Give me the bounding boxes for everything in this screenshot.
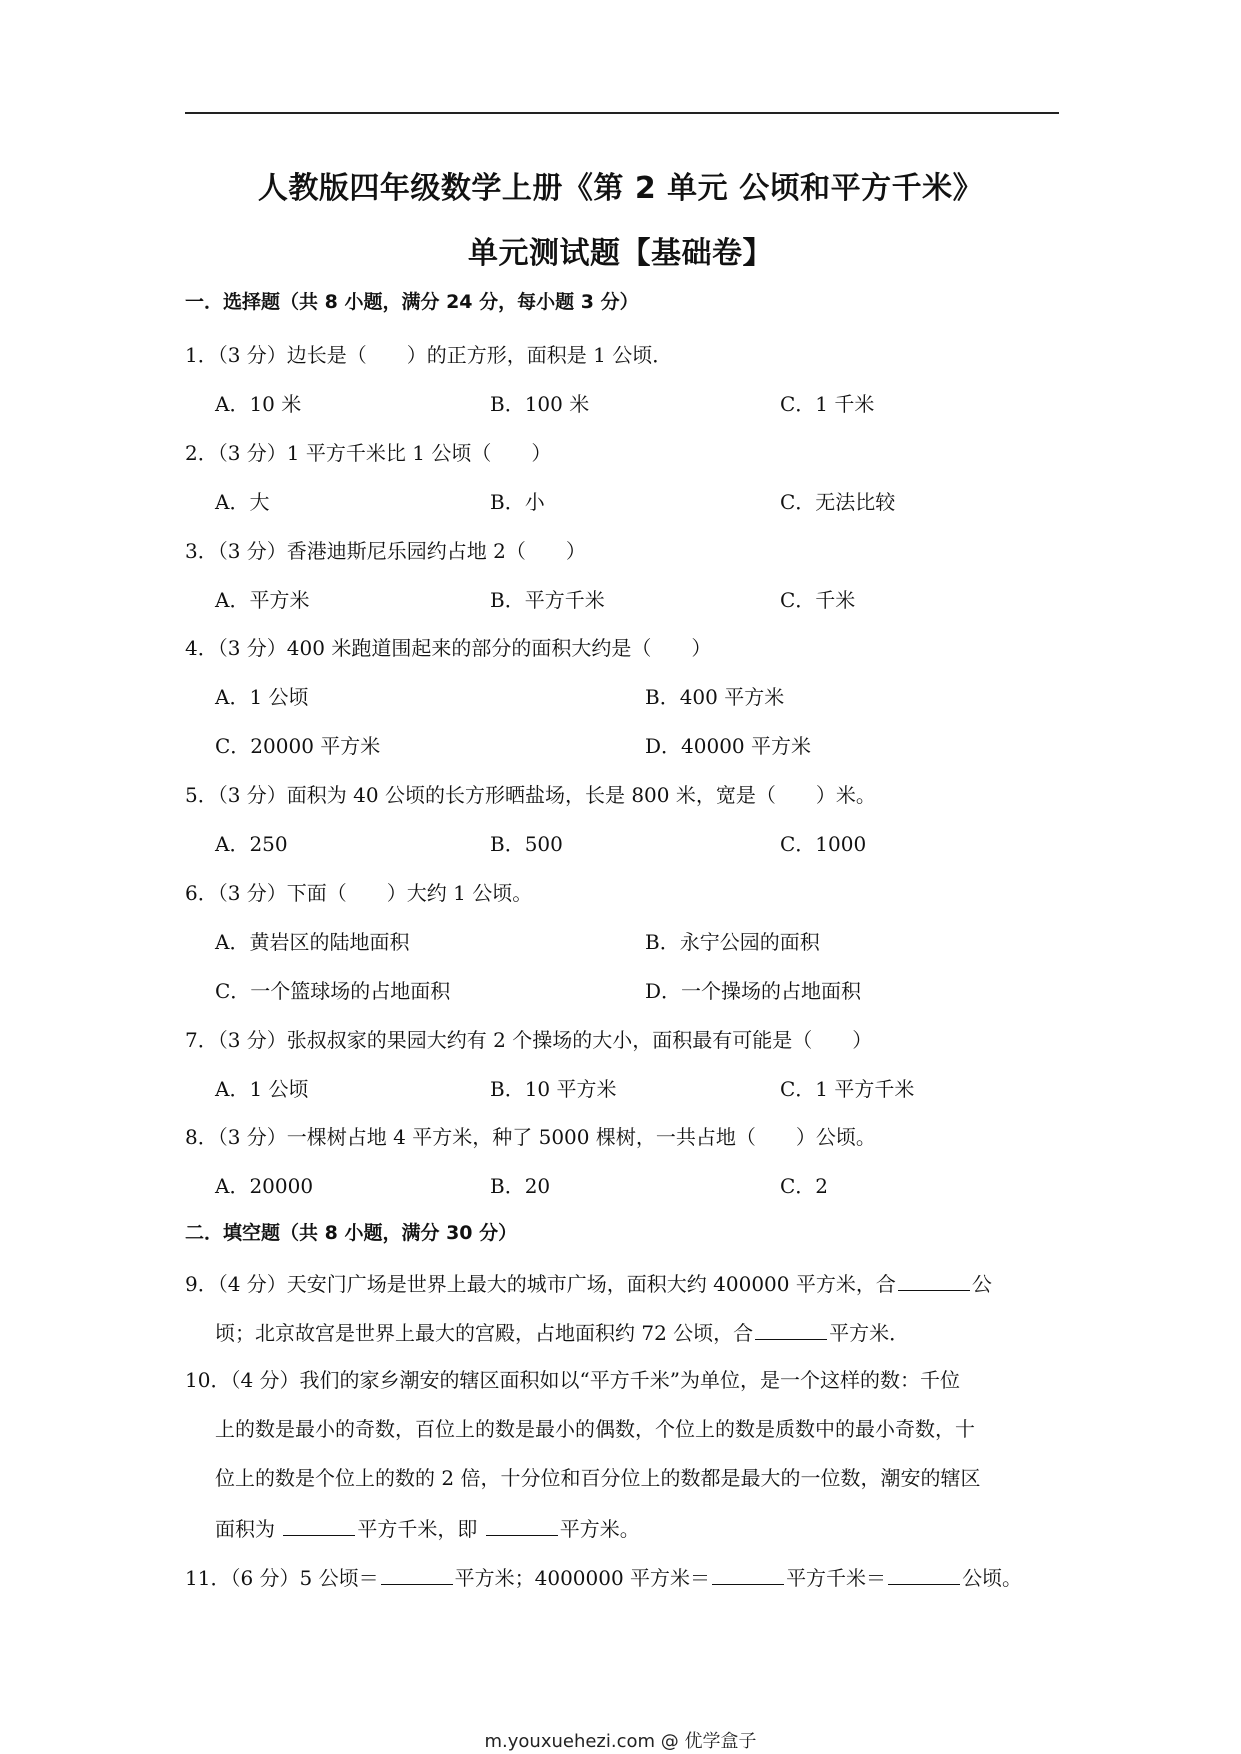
question-9-line2 [215, 1321, 909, 1343]
q3-option-a: A．平方米 [215, 588, 310, 612]
q9-text-b: 公 [971, 1272, 992, 1296]
q10-text-a: 面积为 [215, 1517, 282, 1541]
q8-option-c: C．2 [780, 1174, 829, 1198]
q10-blank-2[interactable] [486, 1517, 558, 1536]
q3-option-b: B．平方千米 [490, 588, 605, 612]
question-3: 3．（3 分）香港迪斯尼乐园约占地 2（ ） [185, 539, 586, 563]
q2-option-c: C．无法比较 [780, 490, 896, 514]
q10-text-b: 平方千米，即 [357, 1517, 484, 1541]
section2-heading: 二．填空题（共 8 小题，满分 30 分） [185, 1222, 518, 1244]
q11-blank-1[interactable] [381, 1566, 453, 1585]
q11-text-b: 平方米；4000000 平方米＝ [454, 1566, 711, 1590]
question-7: 7．（3 分）张叔叔家的果园大约有 2 个操场的大小，面积最有可能是（ ） [185, 1028, 873, 1052]
q2-option-b: B．小 [490, 490, 545, 514]
q7-option-b: B．10 平方米 [490, 1077, 617, 1101]
q7-option-c: C．1 平方千米 [780, 1077, 915, 1101]
section1-heading: 一．选择题（共 8 小题，满分 24 分，每小题 3 分） [185, 291, 639, 313]
q5-option-a: A．250 [215, 832, 288, 856]
q6-option-c: C．一个篮球场的占地面积 [215, 979, 451, 1003]
q6-option-a: A．黄岩区的陆地面积 [215, 930, 410, 954]
q11-text-c: 平方千米＝ [786, 1566, 887, 1590]
q6-option-b: B．永宁公园的面积 [645, 930, 820, 954]
question-8: 8．（3 分）一棵树占地 4 平方米，种了 5000 棵树，一共占地（ ）公顷。 [185, 1125, 876, 1149]
q5-option-b: B．500 [490, 832, 563, 856]
q3-option-c: C．千米 [780, 588, 856, 612]
q9-blank-1[interactable] [898, 1272, 970, 1291]
q7-option-a: A．1 公顷 [215, 1077, 309, 1101]
doc-title: 人教版四年级数学上册《第 2 单元 公顷和平方千米》 [257, 171, 984, 206]
q5-option-c: C．1000 [780, 832, 867, 856]
question-11 [185, 1566, 1022, 1588]
q9-text-a: 9．（4 分）天安门广场是世界上最大的城市广场，面积大约 400000 平方米，合 [185, 1272, 896, 1296]
q9-blank-2[interactable] [755, 1321, 827, 1340]
q9-text-d: 平方米． [829, 1321, 910, 1345]
q10-text-c: 平方米。 [559, 1517, 640, 1541]
doc-subtitle: 单元测试题【基础卷】 [468, 236, 773, 271]
q1-option-a: A．10 米 [215, 392, 302, 416]
q11-blank-3[interactable] [888, 1566, 960, 1585]
q8-option-a: A．20000 [215, 1174, 314, 1198]
question-9-line1 [185, 1272, 992, 1294]
q1-option-b: B．100 米 [490, 392, 590, 416]
q10-blank-1[interactable] [283, 1517, 355, 1536]
q4-option-d: D．40000 平方米 [645, 734, 812, 758]
q11-blank-2[interactable] [712, 1566, 784, 1585]
question-1: 1．（3 分）边长是（ ）的正方形，面积是 1 公顷． [185, 343, 673, 367]
question-10-line2: 上的数是最小的奇数，百位上的数是最小的偶数，个位上的数是质数中的最小奇数，十 [215, 1417, 975, 1441]
q4-option-b: B．400 平方米 [645, 685, 785, 709]
footer-watermark: m.youxuehezi.com @ 优学盒子 [484, 1731, 757, 1752]
question-10-line1: 10．（4 分）我们的家乡潮安的辖区面积如以“平方千米”为单位，是一个这样的数：千位 [185, 1368, 960, 1392]
question-10-line3: 位上的数是个位上的数的 2 倍，十分位和百分位上的数都是最大的一位数，潮安的辖区 [215, 1466, 981, 1490]
q4-option-a: A．1 公顷 [215, 685, 309, 709]
q1-option-c: C．1 千米 [780, 392, 875, 416]
q4-option-c: C．20000 平方米 [215, 734, 381, 758]
header-rule [185, 112, 1059, 114]
question-2: 2．（3 分）1 平方千米比 1 公顷（ ） [185, 441, 552, 465]
q11-text-d: 公顷。 [962, 1566, 1023, 1590]
q6-option-d: D．一个操场的占地面积 [645, 979, 862, 1003]
question-5: 5．（3 分）面积为 40 公顷的长方形晒盐场，长是 800 米，宽是（ ）米。 [185, 783, 876, 807]
q8-option-b: B．20 [490, 1174, 551, 1198]
q2-option-a: A．大 [215, 490, 270, 514]
question-6: 6．（3 分）下面（ ）大约 1 公顷。 [185, 881, 533, 905]
q9-text-c: 顷；北京故宫是世界上最大的宫殿，占地面积约 72 公顷，合 [215, 1321, 754, 1345]
q11-text-a: 11．（6 分）5 公顷＝ [185, 1566, 379, 1590]
question-4: 4．（3 分）400 米跑道围起来的部分的面积大约是（ ） [185, 636, 712, 660]
question-10-line4 [215, 1517, 640, 1539]
